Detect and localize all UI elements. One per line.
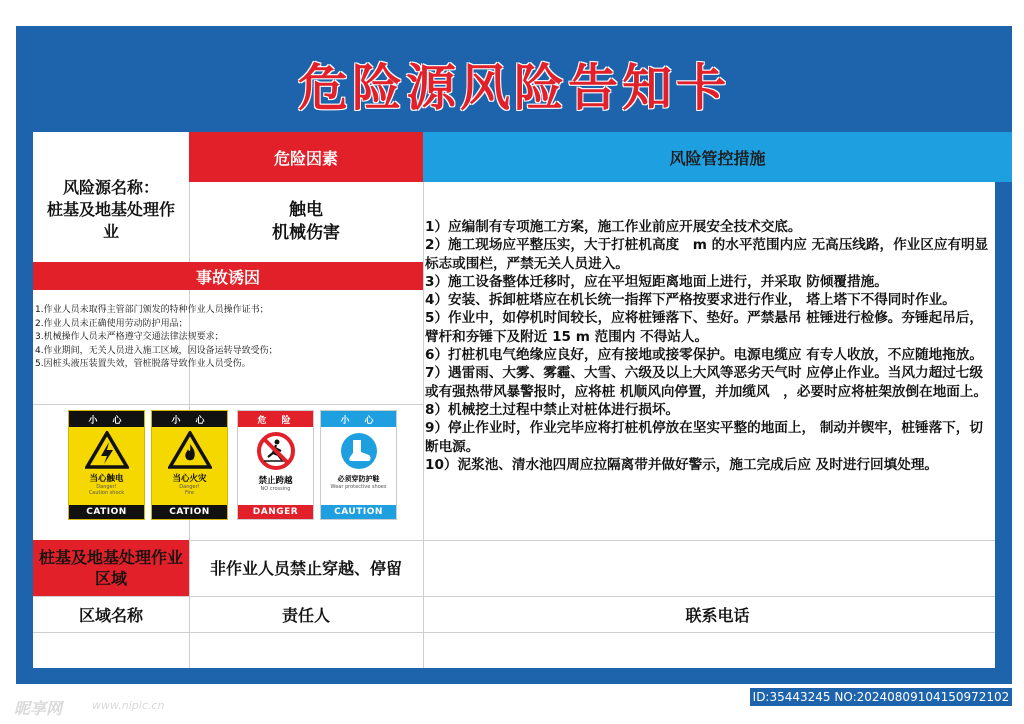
sign-main-text: 必须穿防护鞋 xyxy=(337,475,380,483)
protective-shoes-icon xyxy=(339,431,379,471)
measure-item: 7）遇雷雨、大雾、雾霾、大雪、六级及以上大风等恶劣天气时 应停止作业。当风力超过七级或有强热带风暴警报时，应将桩 机顺风向停置，并加缆风 ，必要时应将桩架放倒在地面上。 xyxy=(425,365,988,400)
cause-item: 1.作业人员未取得主管部门颁发的特种作业人员操作证书； xyxy=(35,305,269,315)
watermark-footer xyxy=(0,684,1024,724)
measure-item: 8）机械挖土过程中禁止对桩体进行损坏。 xyxy=(425,401,680,418)
sign-main-text: 当心火灾 xyxy=(172,474,207,484)
watermark-url: www.nipic.cn xyxy=(92,699,165,712)
measure-item: 3）施工设备整体迁移时，应在平坦短距离地面上进行，并采取 防倾覆措施。 xyxy=(425,273,888,290)
sign-bottom-label: CAUTION xyxy=(321,505,396,519)
contact-phone-label: 联系电话 xyxy=(685,605,750,625)
measure-item: 4）安装、拆卸桩塔应在机长统一指挥下严格按要求进行作业， 塔上塔下不得同时作业。 xyxy=(425,292,956,309)
source-name-cell xyxy=(33,158,189,262)
zone-label: 桩基及地基处理作业区域 xyxy=(33,540,189,596)
sign-protective-shoes xyxy=(320,410,397,520)
divider xyxy=(33,632,995,633)
electric-shock-warning-icon xyxy=(85,431,129,469)
sign-sub-text: Wear protective shoes xyxy=(330,484,387,490)
source-name-label: 风险源名称： xyxy=(62,178,159,197)
sign-fire xyxy=(151,410,228,520)
accident-causes-list xyxy=(33,290,423,404)
cause-item: 5.因桩头液压装置失效，管桩脱落导致作业人员受伤。 xyxy=(35,359,251,369)
accident-causes-header: 事故诱因 xyxy=(33,262,423,290)
sign-main-text: 当心触电 xyxy=(89,474,124,484)
sign-bottom-label: CATION xyxy=(69,505,144,519)
measure-item: 6）打桩机电气绝缘应良好，应有接地或接零保护。电源电缆应 有专人收放，不应随地拖放。 xyxy=(425,347,983,364)
sign-main-text: 禁止跨越 xyxy=(258,476,293,486)
source-name-value: 桩基及地基处理作业 xyxy=(46,200,175,241)
sign-sub-text: NO crossing xyxy=(260,486,291,492)
sign-sub-text: Danger! xyxy=(96,484,117,490)
cause-item: 4.作业期间，无关人员进入施工区域，因设备运转导致受伤； xyxy=(35,345,278,356)
sign-top-label: 小 心 xyxy=(69,411,144,427)
hazard-header: 危险因素 xyxy=(189,132,423,182)
hazard-factor-mechanical: 机械伤害 xyxy=(272,223,340,243)
safety-signs xyxy=(33,404,423,540)
zone-rule: 非作业人员禁止穿越、停留 xyxy=(209,558,402,578)
responsible-person-label: 责任人 xyxy=(281,605,330,625)
hazard-factor-electric: 触电 xyxy=(289,200,323,220)
fire-warning-icon xyxy=(168,431,212,469)
sign-top-label: 小 心 xyxy=(321,411,396,427)
measure-item: 1）应编制有专项施工方案，施工作业前应开展安全技术交底。 xyxy=(425,219,802,235)
sign-bottom-label: DANGER xyxy=(238,505,313,519)
card-panel xyxy=(33,132,995,668)
sign-sub-text: Danger! xyxy=(179,484,200,490)
card-title: 危险源风险告知卡 xyxy=(298,59,730,117)
sign-electric-shock xyxy=(68,410,145,520)
sign-bottom-label: CATION xyxy=(152,505,227,519)
control-measures-list xyxy=(423,182,995,540)
measure-item: 9）停止作业时，作业完毕应将打桩机停放在坚实平整的地面上， 制动并锲牢，桩锤落下，切断电源。 xyxy=(425,420,983,455)
measure-item: 10）泥浆池、清水池四周应拉隔离带并做好警示，施工完成后应 及时进行回填处理。 xyxy=(425,456,939,473)
sign-top-label: 危 险 xyxy=(238,411,313,427)
measure-item: 5）作业中，如停机时间较长，应将桩锤落下、垫好。严禁悬吊 桩锤进行检修。夯锤起吊后，臂杆和夯锤下及附近 15 m 范围内 不得站人。 xyxy=(425,310,983,345)
control-measures-header: 风险管控措施 xyxy=(423,132,1012,182)
measure-item: 2）施工现场应平整压实，大于打桩机高度 m 的水平范围内应 无高压线路，作业区应有明显标志或围栏，严禁无关人员进入。 xyxy=(425,237,989,272)
cause-item: 3.机械操作人员未严格遵守交通法律法规要求； xyxy=(35,332,224,342)
zone-name-label: 区域名称 xyxy=(78,605,143,625)
no-crossing-icon xyxy=(256,431,296,471)
sign-sub-text: Fire xyxy=(185,490,194,496)
cause-item: 2.作业人员未正确使用劳动防护用品； xyxy=(35,318,188,329)
hazard-factors xyxy=(189,182,423,262)
sign-sub-text: Caution shock xyxy=(88,490,125,496)
watermark-logo: 昵享网 xyxy=(14,699,63,718)
sign-top-label: 小 心 xyxy=(152,411,227,427)
sign-no-crossing xyxy=(237,410,314,520)
watermark-id: ID:35443245 NO:20240809104150972102 xyxy=(750,688,1012,706)
risk-notice-board xyxy=(16,26,1012,692)
